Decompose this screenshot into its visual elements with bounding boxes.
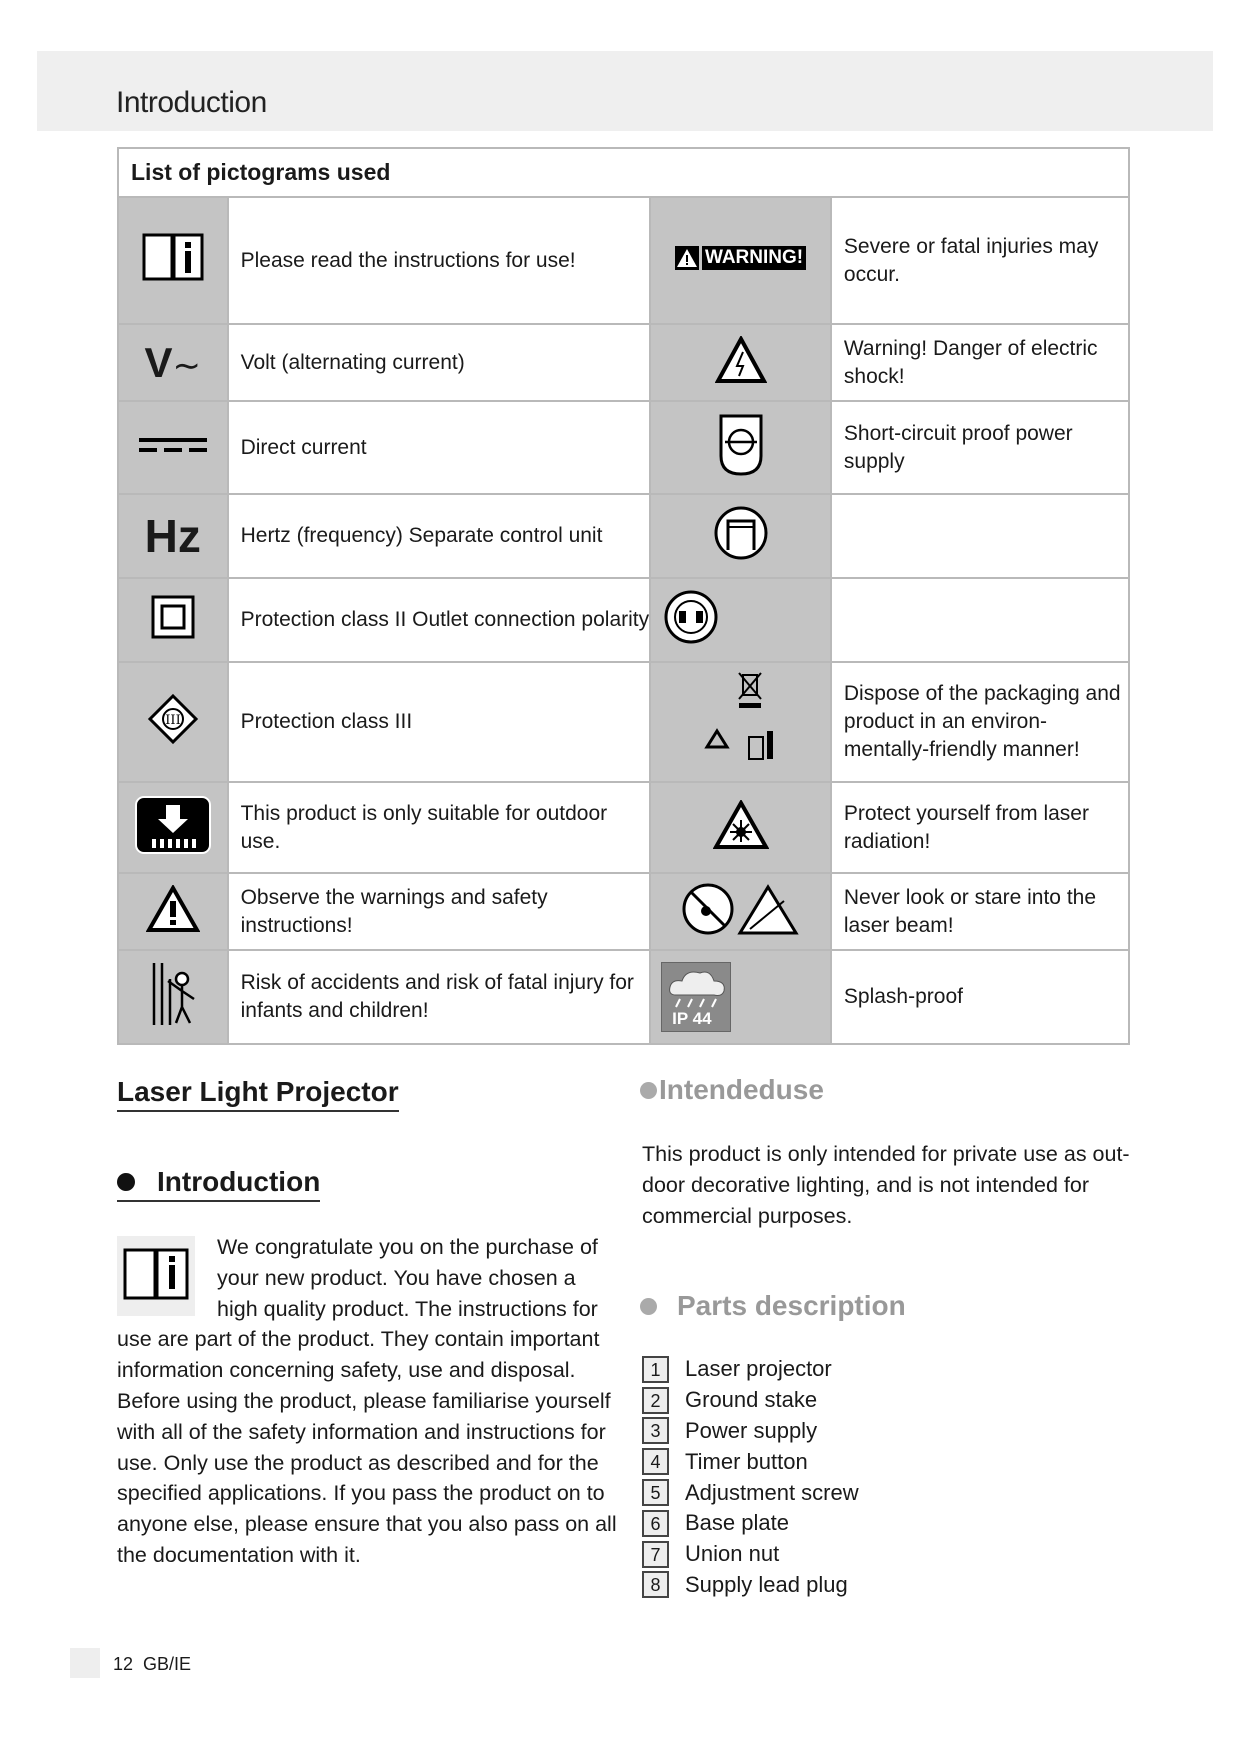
part-label: Supply lead plug [685, 1571, 848, 1597]
parts-list-item [642, 1477, 859, 1508]
pictogram-label: Hertz (frequency) Separate control unit [228, 494, 651, 578]
pictogram-label: Severe or fatal injuries may occur. [831, 197, 1129, 324]
pictogram-label: Please read the instructions for use! [228, 197, 651, 324]
splash-proof-icon [650, 950, 831, 1044]
parts-list-item [642, 1508, 859, 1539]
intended-use-heading [640, 1074, 824, 1106]
pictogram-label: This product is only suitable for outdoor use. [228, 782, 651, 873]
recycling-disposal-icon [650, 662, 831, 782]
pictogram-label: Protect yourself from laser radiation! [831, 782, 1129, 873]
product-title: Laser Light Projector [117, 1076, 399, 1112]
pictogram-label: Dispose of the packaging and product in an environ-mentally-friendly manner! [831, 662, 1129, 782]
separate-control-unit-icon [650, 494, 831, 578]
hertz-symbol: Hz [144, 510, 201, 562]
outlet-polarity-icon [650, 578, 831, 662]
pictogram-label: Warning! Danger of electric shock! [831, 324, 1129, 401]
pictogram-label: Protection class II Outlet connection polarity [228, 578, 651, 662]
part-label: Ground stake [685, 1387, 818, 1413]
volt-ac-icon: V∼ [118, 324, 228, 401]
part-label: Union nut [685, 1541, 780, 1567]
short-circuit-proof-icon [650, 401, 831, 494]
protection-class-2-icon [118, 578, 228, 662]
introduction-heading [117, 1166, 320, 1202]
part-label: Power supply [685, 1417, 818, 1443]
part-number: 1 [642, 1356, 669, 1383]
part-label: Timer button [685, 1448, 808, 1474]
hertz-icon [118, 494, 228, 578]
read-instructions-icon [118, 197, 228, 324]
page-title: Introduction [116, 86, 267, 119]
warning-triangle-icon [118, 873, 228, 950]
ip-rating: IP 44 [672, 1009, 712, 1028]
parts-list-item [642, 1385, 859, 1416]
volt-symbol: V [144, 338, 173, 386]
direct-current-icon [118, 401, 228, 494]
pictogram-label: Protection class III [228, 662, 651, 782]
part-number: 6 [642, 1510, 669, 1537]
pictogram-label: Short-circuit proof power supply [831, 401, 1129, 494]
parts-list [642, 1354, 859, 1600]
electric-shock-icon [650, 324, 831, 401]
introduction-heading-text: Introduction [157, 1166, 321, 1197]
introduction-text: We congratulate you on the purchase of your new product. You have chosen a high quality product. The instructions for use are part of the product. They contain important information concerning safety, use and disposal. Before using the product, please familiarise yourself with all of the safety information and instructions for use. Only use the product as described and for the specified applications. If you pass the product on to anyone else, please ensure that you also pass on all the documentation with it. [117, 1235, 617, 1567]
child-hazard-icon [118, 950, 228, 1044]
svg-text:III: III [165, 713, 181, 728]
parts-list-item [642, 1446, 859, 1477]
pictogram-label [831, 494, 1129, 578]
part-label: Base plate [685, 1510, 789, 1536]
protection-class-3-icon [118, 662, 228, 782]
footer-marker [70, 1648, 100, 1678]
parts-list-item [642, 1570, 859, 1601]
parts-list-item [642, 1539, 859, 1570]
part-label: Adjustment screw [685, 1479, 859, 1505]
intended-use-heading-text: Intendeduse [659, 1074, 824, 1105]
intended-use-text: This product is only intended for private use as out-door decorative lighting, and is not intended for commercial purposes. [642, 1142, 1130, 1228]
pictogram-label: Volt (alternating current) [228, 324, 651, 401]
footer [113, 1654, 191, 1675]
laser-radiation-icon [650, 782, 831, 873]
part-number: 8 [642, 1571, 669, 1598]
pictogram-label: Risk of accidents and risk of fatal injury for infants and children! [228, 950, 651, 1044]
parts-description-heading-text: Parts description [677, 1290, 906, 1321]
pictogram-label: Observe the warnings and safety instructions! [228, 873, 651, 950]
part-number: 2 [642, 1387, 669, 1414]
outdoor-use-icon [118, 782, 228, 873]
part-label: Laser projector [685, 1356, 832, 1382]
parts-list-item [642, 1416, 859, 1447]
pictogram-label: Never look or stare into the laser beam! [831, 873, 1129, 950]
pictogram-label: Direct current [228, 401, 651, 494]
bullet-icon [640, 1082, 657, 1099]
part-number: 5 [642, 1479, 669, 1506]
bullet-icon [117, 1173, 135, 1191]
warning-label-text: WARNING! [702, 246, 806, 270]
introduction-text-block [117, 1232, 617, 1571]
bullet-icon [640, 1298, 657, 1315]
parts-list-item [642, 1354, 859, 1385]
pictogram-table [117, 147, 1130, 1045]
part-number: 4 [642, 1448, 669, 1475]
warning-label-icon [650, 197, 831, 324]
locale-label: GB/IE [143, 1654, 192, 1674]
pictogram-label [831, 578, 1129, 662]
parts-description-heading [640, 1290, 906, 1322]
page-number: 12 [113, 1654, 134, 1674]
no-stare-laser-icon [650, 873, 831, 950]
pictogram-label: Splash-proof [831, 950, 1129, 1044]
part-number: 3 [642, 1417, 669, 1444]
table-title: List of pictograms used [118, 148, 1129, 197]
part-number: 7 [642, 1541, 669, 1568]
